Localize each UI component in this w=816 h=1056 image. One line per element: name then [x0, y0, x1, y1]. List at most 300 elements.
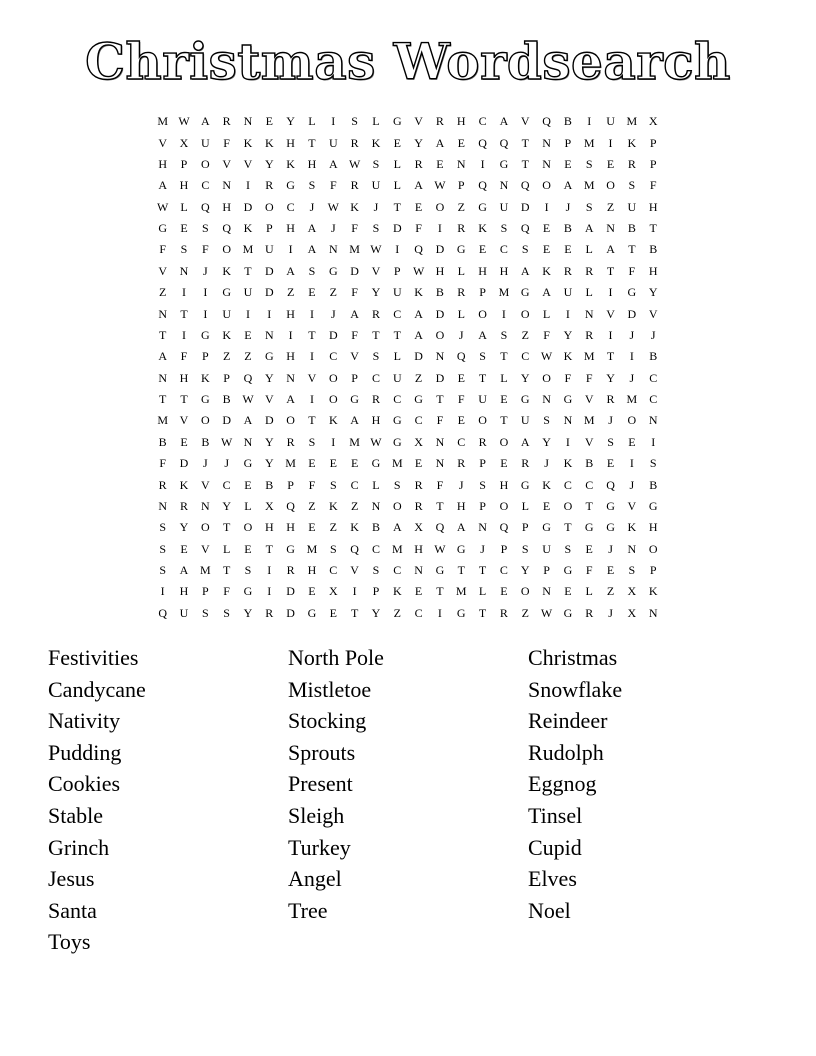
- grid-letter: G: [392, 413, 402, 428]
- grid-letter: C: [393, 392, 402, 407]
- grid-letter: U: [200, 135, 210, 150]
- grid-letter: N: [542, 156, 551, 171]
- grid-letter: X: [264, 498, 274, 513]
- grid-letter: T: [350, 605, 359, 620]
- grid-letter: G: [200, 327, 210, 342]
- grid-letter: O: [328, 370, 338, 385]
- grid-letter: J: [224, 456, 229, 471]
- grid-letter: K: [350, 199, 359, 214]
- grid-letter: C: [563, 477, 572, 492]
- grid-letter: N: [371, 498, 381, 513]
- grid-letter: T: [308, 327, 316, 342]
- grid-letter: S: [628, 563, 636, 578]
- grid-letter: Z: [606, 199, 615, 214]
- grid-letter: L: [585, 242, 593, 257]
- grid-letter: B: [585, 456, 594, 471]
- word-list-item: Pudding: [48, 739, 122, 765]
- grid-letter: Q: [286, 498, 295, 513]
- grid-letter: D: [435, 242, 445, 257]
- grid-letter: H: [264, 520, 274, 535]
- word-list-item: Sprouts: [288, 739, 356, 765]
- grid-letter: E: [436, 156, 444, 171]
- grid-letter: N: [435, 349, 445, 364]
- grid-letter: J: [202, 263, 208, 278]
- grid-letter: K: [179, 477, 189, 492]
- grid-letter: U: [392, 285, 402, 300]
- grid-letter: E: [564, 242, 572, 257]
- grid-letter: A: [307, 242, 317, 257]
- grid-letter: N: [158, 370, 167, 385]
- grid-letter: I: [608, 285, 613, 300]
- grid-letter: B: [649, 242, 658, 257]
- grid-letter: J: [373, 199, 379, 214]
- grid-letter: H: [499, 477, 509, 492]
- grid-letter: O: [200, 520, 210, 535]
- grid-letter: D: [392, 221, 402, 236]
- grid-letter: H: [648, 520, 658, 535]
- grid-letter: T: [606, 263, 615, 278]
- grid-letter: K: [392, 584, 402, 599]
- grid-letter: F: [351, 285, 358, 300]
- grid-letter: N: [563, 413, 573, 428]
- grid-letter: V: [158, 135, 167, 150]
- grid-row: [152, 325, 664, 346]
- grid-letter: V: [243, 156, 253, 171]
- grid-letter: A: [179, 563, 189, 578]
- grid-letter: D: [264, 413, 274, 428]
- grid-letter: V: [200, 477, 210, 492]
- grid-letter: E: [180, 221, 188, 236]
- grid-letter: I: [267, 306, 272, 321]
- grid-letter: C: [371, 370, 380, 385]
- grid-letter: K: [563, 456, 573, 471]
- grid-letter: P: [649, 563, 657, 578]
- grid-letter: A: [606, 242, 615, 257]
- grid-letter: J: [650, 327, 656, 342]
- grid-letter: T: [222, 520, 231, 535]
- page-title: Christmas Wordsearch: [85, 32, 731, 91]
- grid-letter: K: [286, 156, 295, 171]
- grid-letter: U: [542, 541, 551, 556]
- word-list-item: Christmas: [528, 645, 618, 670]
- grid-letter: O: [200, 413, 210, 428]
- grid-letter: S: [628, 178, 636, 193]
- grid-letter: I: [352, 584, 357, 599]
- grid-letter: L: [457, 263, 465, 278]
- grid-letter: Z: [393, 605, 401, 620]
- grid-letter: N: [648, 605, 658, 620]
- grid-letter: G: [371, 456, 381, 471]
- grid-letter: G: [392, 434, 402, 449]
- grid-letter: A: [243, 413, 253, 428]
- grid-letter: N: [158, 306, 167, 321]
- grid-letter: S: [372, 349, 380, 364]
- grid-letter: H: [414, 541, 423, 556]
- grid-letter: O: [542, 178, 551, 193]
- grid-letter: K: [414, 285, 423, 300]
- grid-letter: X: [414, 434, 423, 449]
- grid-letter: D: [264, 285, 274, 300]
- grid-letter: W: [348, 156, 361, 171]
- grid-letter: I: [651, 434, 656, 449]
- grid-letter: C: [521, 349, 530, 364]
- grid-letter: B: [627, 221, 636, 236]
- grid-letter: G: [264, 349, 274, 364]
- grid-letter: R: [265, 605, 274, 620]
- grid-letter: D: [222, 413, 231, 428]
- grid-letter: T: [500, 413, 508, 428]
- grid-letter: D: [179, 456, 189, 471]
- grid-letter: H: [286, 135, 295, 150]
- grid-letter: K: [264, 135, 274, 150]
- grid-letter: M: [285, 456, 296, 471]
- grid-letter: S: [521, 242, 529, 257]
- grid-letter: G: [563, 392, 573, 407]
- word-list-item: Festivities: [48, 645, 139, 670]
- word-list-item: Cookies: [48, 771, 121, 797]
- grid-letter: I: [267, 563, 272, 578]
- grid-letter: K: [542, 477, 551, 492]
- grid-letter: B: [265, 477, 274, 492]
- grid-letter: T: [372, 327, 380, 342]
- grid-letter: C: [499, 563, 508, 578]
- grid-letter: Q: [520, 178, 530, 193]
- grid-letter: F: [543, 327, 550, 342]
- grid-letter: X: [414, 520, 423, 535]
- grid-letter: T: [585, 498, 593, 513]
- grid-letter: T: [500, 349, 508, 364]
- grid-letter: G: [392, 114, 402, 129]
- grid-letter: Y: [542, 434, 551, 449]
- grid-row: [152, 410, 664, 431]
- grid-letter: A: [414, 178, 423, 193]
- grid-letter: G: [243, 456, 253, 471]
- grid-letter: W: [540, 349, 553, 364]
- grid-letter: L: [393, 156, 401, 171]
- grid-letter: T: [180, 306, 188, 321]
- grid-letter: Q: [243, 370, 253, 385]
- grid-letter: T: [649, 221, 657, 236]
- grid-letter: Q: [222, 221, 231, 236]
- grid-letter: Q: [499, 135, 509, 150]
- grid-letter: A: [328, 156, 338, 171]
- grid-letter: E: [180, 434, 188, 449]
- grid-letter: U: [328, 135, 338, 150]
- grid-letter: T: [158, 392, 167, 407]
- grid-letter: L: [393, 178, 401, 193]
- grid-letter: T: [244, 263, 252, 278]
- grid-letter: J: [608, 541, 613, 556]
- grid-letter: Z: [606, 584, 615, 599]
- grid-letter: I: [309, 392, 314, 407]
- grid-letter: R: [457, 285, 466, 300]
- grid-letter: O: [435, 327, 445, 342]
- grid-letter: O: [264, 199, 274, 214]
- grid-row: [152, 581, 664, 602]
- grid-letter: S: [564, 541, 572, 556]
- grid-letter: A: [414, 327, 423, 342]
- grid-letter: D: [520, 199, 530, 214]
- grid-row: [152, 346, 664, 367]
- grid-letter: S: [543, 413, 550, 428]
- grid-letter: U: [392, 370, 402, 385]
- grid-letter: Y: [286, 114, 295, 129]
- grid-letter: I: [245, 306, 250, 321]
- grid-letter: Z: [158, 285, 167, 300]
- grid-letter: O: [286, 413, 295, 428]
- grid-letter: M: [583, 178, 595, 193]
- grid-letter: C: [393, 563, 402, 578]
- grid-letter: D: [243, 199, 253, 214]
- grid-letter: S: [244, 563, 252, 578]
- grid-letter: M: [626, 114, 638, 129]
- grid-letter: P: [479, 456, 486, 471]
- grid-letter: C: [414, 605, 423, 620]
- letter-grid: [152, 111, 664, 624]
- grid-letter: R: [585, 327, 594, 342]
- grid-letter: O: [520, 584, 530, 599]
- grid-letter: W: [327, 199, 339, 214]
- grid-letter: I: [331, 114, 336, 129]
- grid-letter: G: [584, 520, 594, 535]
- grid-letter: A: [158, 178, 167, 193]
- grid-letter: O: [606, 178, 615, 193]
- grid-letter: I: [544, 199, 549, 214]
- grid-letter: P: [457, 178, 465, 193]
- grid-row: [152, 603, 664, 624]
- grid-letter: C: [478, 114, 487, 129]
- grid-letter: W: [412, 263, 425, 278]
- grid-letter: E: [414, 584, 423, 599]
- grid-letter: R: [457, 456, 466, 471]
- grid-letter: G: [456, 605, 466, 620]
- grid-letter: F: [564, 370, 572, 385]
- grid-letter: N: [264, 327, 274, 342]
- grid-letter: L: [372, 477, 380, 492]
- grid-letter: S: [308, 178, 316, 193]
- grid-letter: R: [414, 156, 423, 171]
- grid-letter: F: [351, 221, 358, 236]
- grid-letter: B: [563, 114, 572, 129]
- grid-letter: L: [542, 306, 551, 321]
- grid-letter: G: [520, 477, 530, 492]
- grid-letter: F: [436, 477, 444, 492]
- grid-letter: G: [478, 199, 487, 214]
- grid-letter: N: [435, 456, 445, 471]
- word-list-item: Stocking: [288, 708, 367, 734]
- grid-letter: M: [306, 541, 318, 556]
- grid-letter: H: [179, 178, 189, 193]
- grid-letter: H: [435, 263, 445, 278]
- grid-letter: H: [307, 156, 317, 171]
- grid-letter: M: [349, 242, 360, 257]
- grid-letter: Z: [350, 498, 359, 513]
- grid-letter: V: [606, 306, 615, 321]
- grid-letter: A: [435, 135, 445, 150]
- grid-letter: R: [435, 114, 444, 129]
- grid-letter: H: [158, 156, 167, 171]
- grid-letter: D: [328, 327, 338, 342]
- grid-letter: T: [180, 392, 188, 407]
- grid-letter: P: [287, 477, 294, 492]
- grid-letter: R: [222, 114, 231, 129]
- grid-letter: Z: [308, 498, 316, 513]
- grid-letter: K: [542, 263, 551, 278]
- grid-letter: Q: [158, 605, 167, 620]
- grid-letter: P: [201, 584, 209, 599]
- grid-letter: C: [329, 349, 338, 364]
- grid-letter: K: [350, 520, 359, 535]
- grid-letter: S: [585, 199, 593, 214]
- grid-letter: S: [201, 605, 209, 620]
- grid-letter: V: [627, 498, 637, 513]
- grid-letter: G: [606, 498, 615, 513]
- grid-letter: B: [563, 221, 572, 236]
- grid-row: [152, 175, 664, 196]
- grid-letter: Y: [606, 370, 615, 385]
- grid-letter: S: [180, 242, 188, 257]
- grid-letter: G: [648, 498, 658, 513]
- grid-letter: F: [457, 392, 465, 407]
- grid-letter: V: [350, 349, 359, 364]
- word-list-item: Sleigh: [288, 802, 345, 828]
- word-list-item: Toys: [48, 929, 91, 955]
- grid-letter: O: [435, 199, 445, 214]
- grid-row: [152, 303, 664, 324]
- grid-letter: Z: [286, 285, 295, 300]
- grid-letter: N: [286, 370, 295, 385]
- grid-letter: I: [331, 434, 336, 449]
- grid-letter: F: [223, 584, 230, 599]
- grid-letter: O: [328, 392, 338, 407]
- grid-letter: K: [200, 370, 210, 385]
- grid-letter: I: [245, 178, 250, 193]
- grid-letter: P: [201, 349, 209, 364]
- grid-letter: G: [563, 563, 573, 578]
- grid-letter: F: [308, 477, 316, 492]
- grid-letter: M: [583, 413, 595, 428]
- grid-letter: T: [521, 135, 529, 150]
- grid-letter: A: [520, 263, 530, 278]
- grid-letter: V: [520, 114, 530, 129]
- grid-letter: K: [243, 135, 253, 150]
- word-list-item: Jesus: [48, 866, 95, 892]
- grid-letter: I: [288, 242, 293, 257]
- grid-letter: L: [393, 349, 401, 364]
- grid-letter: W: [434, 178, 446, 193]
- grid-letter: Q: [499, 520, 509, 535]
- grid-letter: L: [521, 498, 529, 513]
- grid-letter: T: [478, 563, 487, 578]
- grid-letter: I: [203, 285, 208, 300]
- grid-letter: E: [542, 221, 551, 236]
- grid-letter: H: [222, 199, 231, 214]
- grid-letter: J: [608, 413, 613, 428]
- grid-letter: J: [330, 221, 336, 236]
- grid-letter: R: [606, 392, 615, 407]
- grid-letter: E: [585, 541, 593, 556]
- grid-letter: Q: [478, 178, 487, 193]
- grid-letter: S: [159, 541, 166, 556]
- grid-letter: G: [520, 392, 530, 407]
- grid-letter: I: [160, 584, 165, 599]
- grid-letter: U: [243, 285, 253, 300]
- grid-letter: I: [629, 349, 634, 364]
- grid-letter: L: [585, 584, 593, 599]
- grid-letter: S: [479, 349, 486, 364]
- grid-letter: Y: [264, 434, 274, 449]
- grid-letter: M: [157, 413, 168, 428]
- grid-letter: C: [649, 392, 658, 407]
- grid-letter: E: [308, 584, 316, 599]
- grid-row: [152, 432, 664, 453]
- grid-letter: I: [565, 434, 570, 449]
- grid-letter: A: [563, 178, 573, 193]
- grid-letter: G: [200, 392, 210, 407]
- grid-letter: Q: [478, 135, 487, 150]
- grid-letter: D: [435, 306, 445, 321]
- grid-letter: N: [542, 584, 551, 599]
- grid-letter: G: [563, 605, 573, 620]
- word-list-item: Candycane: [48, 676, 146, 702]
- grid-letter: S: [159, 563, 166, 578]
- grid-row: [152, 282, 664, 303]
- grid-letter: E: [414, 199, 423, 214]
- grid-letter: N: [606, 221, 615, 236]
- grid-letter: M: [391, 541, 403, 556]
- grid-letter: G: [435, 563, 445, 578]
- grid-letter: W: [370, 434, 382, 449]
- grid-letter: O: [222, 242, 231, 257]
- grid-letter: B: [371, 520, 380, 535]
- grid-letter: N: [542, 135, 551, 150]
- grid-letter: E: [414, 456, 423, 471]
- grid-letter: M: [391, 456, 403, 471]
- grid-letter: R: [457, 221, 466, 236]
- grid-letter: N: [435, 434, 445, 449]
- grid-letter: Z: [222, 349, 231, 364]
- grid-row: [152, 111, 664, 132]
- grid-letter: J: [544, 456, 549, 471]
- grid-letter: L: [585, 285, 593, 300]
- grid-letter: A: [520, 434, 530, 449]
- grid-letter: L: [308, 114, 316, 129]
- grid-letter: S: [500, 221, 508, 236]
- grid-letter: N: [456, 156, 466, 171]
- grid-letter: P: [479, 498, 486, 513]
- grid-letter: M: [349, 434, 360, 449]
- grid-letter: L: [222, 541, 231, 556]
- grid-letter: J: [202, 456, 208, 471]
- grid-letter: J: [629, 370, 635, 385]
- grid-letter: H: [478, 263, 487, 278]
- grid-letter: Y: [222, 498, 231, 513]
- grid-letter: T: [308, 135, 316, 150]
- word-list-item: Noel: [528, 897, 571, 923]
- grid-letter: D: [286, 605, 295, 620]
- grid-letter: U: [627, 199, 637, 214]
- grid-letter: S: [585, 156, 593, 171]
- grid-letter: V: [350, 563, 359, 578]
- grid-letter: I: [309, 349, 314, 364]
- grid-letter: N: [542, 392, 551, 407]
- grid-letter: E: [457, 370, 465, 385]
- grid-letter: H: [648, 199, 658, 214]
- grid-letter: M: [157, 114, 168, 129]
- grid-letter: A: [286, 263, 295, 278]
- word-list-item: Tinsel: [528, 802, 583, 828]
- grid-letter: F: [585, 370, 593, 385]
